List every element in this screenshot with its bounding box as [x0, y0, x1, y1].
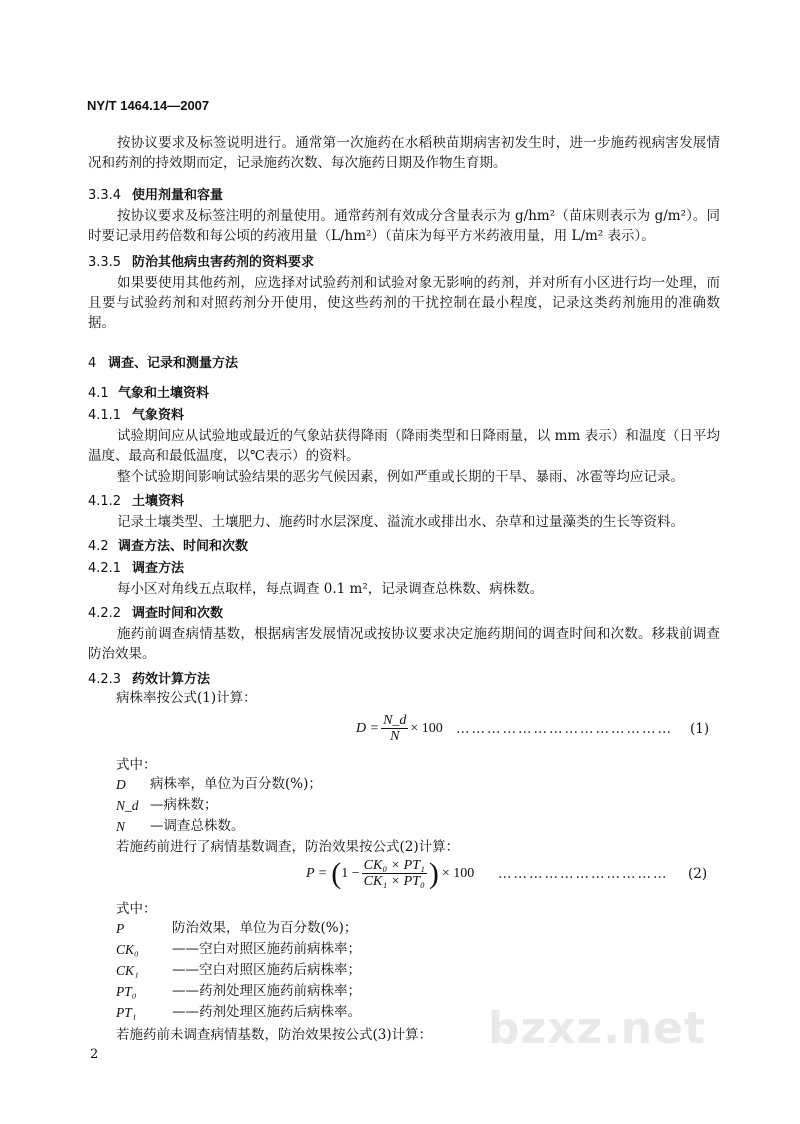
separator: —	[150, 818, 164, 834]
section-3-3-4-heading	[88, 184, 223, 203]
definition-text: 防治效果，单位为百分数(%)；	[172, 920, 358, 936]
paragraph-survey-timing: 施药前调查病情基数，根据病害发展情况或按协议要求决定施药期间的调查时间和次数。移栽前调查防治效果。	[88, 626, 720, 662]
paragraph-weather-data: 试验期间应从试验地或最近的气象站获得降雨（降雨类型和日降雨量，以 mm 表示）和温度（日平均温度、最高和最低温度，以℃表示）的资料。	[88, 428, 720, 464]
separator: ——	[172, 1004, 199, 1020]
section-4-1-1-heading	[88, 404, 184, 423]
section-title: 气象和土壤资料	[118, 386, 210, 401]
symbol: CK₁	[116, 963, 139, 978]
definition-row	[116, 960, 361, 981]
section-title: 使用剂量和容量	[132, 188, 224, 203]
section-number: 3.3.5	[88, 255, 122, 270]
formula-1	[356, 713, 443, 744]
symbol: N_d	[116, 798, 139, 813]
separator: —	[150, 797, 164, 813]
where-label-2: 式中：	[116, 901, 157, 917]
paragraph-application-timing: 按协议要求及标签说明进行。通常第一次施药在水稻秧苗期病害初发生时，进一步施药视病害发展情况和药剂的持效期而定，记录施药次数、每次施药日期及作物生育期。	[88, 135, 720, 171]
section-4-1-heading	[88, 382, 209, 401]
formula-rhs: × 100	[410, 720, 443, 736]
equation-number-1: (1)	[690, 721, 710, 737]
numerator: CK₀ × PT₁	[363, 858, 425, 873]
paragraph-adverse-weather: 整个试验期间影响试验结果的恶劣气候因素，例如严重或长期的干旱、暴雨、冰雹等均应记录。	[117, 469, 684, 485]
definition-text: 药剂处理区施药前病株率；	[199, 983, 361, 999]
close-paren: )	[428, 856, 439, 890]
definition-text: 空白对照区施药前病株率；	[199, 941, 361, 957]
definition-text: 病株率，单位为百分数(%)；	[150, 776, 322, 792]
definition-text: 病株数；	[163, 797, 218, 813]
leader-dots: ……………………………	[498, 866, 669, 882]
section-title: 药效计算方法	[132, 672, 211, 687]
definition-row	[116, 918, 361, 939]
section-number: 4.1	[88, 386, 109, 401]
symbol: PT₁	[116, 1005, 137, 1020]
paragraph-dosage: 按协议要求及标签注明的剂量使用。通常药剂有效成分含量表示为 g/hm²（苗床则表示为 g/m²）。同时要记录用药倍数和每公顷的药液用量（L/hm²）（苗床为每平方米药液用量，用 L/m² 表示）。	[88, 208, 720, 244]
paragraph-survey-method: 每小区对角线五点取样，每点调查 0.1 m²，记录调查总株数、病株数。	[117, 581, 544, 597]
definitions-1	[116, 774, 322, 837]
section-title: 土壤资料	[132, 494, 185, 509]
denominator: CK₁ × PT₀	[363, 874, 425, 889]
leader-dots: ……………………………………	[456, 721, 673, 737]
paragraph-soil-data: 记录土壤类型、土壤肥力、施药时水层深度、溢流水或排出水、杂草和过量藻类的生长等资料。	[117, 514, 684, 530]
formula-lhs: P =	[306, 865, 328, 881]
formula-rhs: × 100	[441, 865, 475, 881]
section-number: 4.1.1	[88, 408, 122, 423]
definition-text: 药剂处理区施药后病株率。	[199, 1004, 361, 1020]
fraction	[362, 858, 427, 889]
section-number: 4	[88, 356, 97, 371]
section-number: 3.3.4	[88, 188, 122, 203]
watermark-text: bzxz.net	[488, 1003, 707, 1054]
definition-row	[116, 774, 322, 795]
paragraph-other-pesticides: 如果要使用其他药剂，应选择对试验药剂和试验对象无影响的药剂，并对所有小区进行均一处理，而且要与试验药剂和对照药剂分开使用，使这些药剂的干扰控制在最小程度，记录这类药剂施用的准确数据。	[88, 275, 720, 331]
one-minus: 1 −	[341, 865, 360, 881]
section-4-2-2-heading	[88, 602, 223, 621]
symbol: P	[116, 921, 125, 936]
section-number: 4.2.3	[88, 672, 122, 687]
section-4-2-3-heading	[88, 668, 210, 687]
denominator: N	[390, 729, 400, 744]
where-label-1: 式中：	[116, 757, 157, 773]
section-title: 调查时间和次数	[132, 606, 224, 621]
section-title: 防治其他病虫害药剂的资料要求	[132, 255, 315, 270]
open-paren: (	[331, 856, 342, 890]
section-4-1-2-heading	[88, 490, 184, 509]
section-4-2-1-heading	[88, 557, 184, 576]
separator: ——	[172, 941, 199, 957]
symbol: CK₀	[116, 942, 139, 957]
symbol: N	[116, 819, 126, 834]
definition-row	[116, 816, 322, 837]
numerator: N_d	[383, 713, 407, 728]
section-4-heading	[88, 352, 238, 371]
separator: ——	[172, 962, 199, 978]
definition-row	[116, 795, 322, 816]
section-title: 调查、记录和测量方法	[108, 356, 239, 371]
section-4-2-heading	[88, 535, 248, 554]
section-title: 气象资料	[132, 408, 185, 423]
page-number: 2	[90, 1047, 99, 1062]
formula-1-intro: 病株率按公式(1)计算：	[116, 690, 257, 706]
section-number: 4.2	[88, 539, 109, 554]
section-3-3-5-heading	[88, 251, 314, 270]
definition-row	[116, 1002, 361, 1023]
definition-row	[116, 939, 361, 960]
symbol: PT₀	[116, 984, 137, 999]
formula-2-intro: 若施药前进行了病情基数调查，防治效果按公式(2)计算：	[116, 839, 460, 855]
definitions-2	[116, 918, 361, 1023]
definition-text: 调查总株数。	[163, 818, 245, 834]
fraction	[381, 713, 408, 744]
definition-text: 空白对照区施药后病株率；	[199, 962, 361, 978]
definition-row	[116, 981, 361, 1002]
standard-code-header: NY/T 1464.14—2007	[87, 98, 210, 113]
formula-lhs: D =	[356, 720, 380, 736]
symbol: D	[116, 777, 126, 792]
formula-2	[306, 858, 474, 889]
equation-number-2: (2)	[688, 866, 708, 882]
separator: ——	[172, 983, 199, 999]
section-number: 4.2.2	[88, 606, 122, 621]
section-number: 4.2.1	[88, 561, 122, 576]
section-number: 4.1.2	[88, 494, 122, 509]
section-title: 调查方法、时间和次数	[118, 539, 249, 554]
section-title: 调查方法	[132, 561, 185, 576]
formula-3-intro: 若施药前未调查病情基数，防治效果按公式(3)计算：	[116, 1027, 433, 1043]
